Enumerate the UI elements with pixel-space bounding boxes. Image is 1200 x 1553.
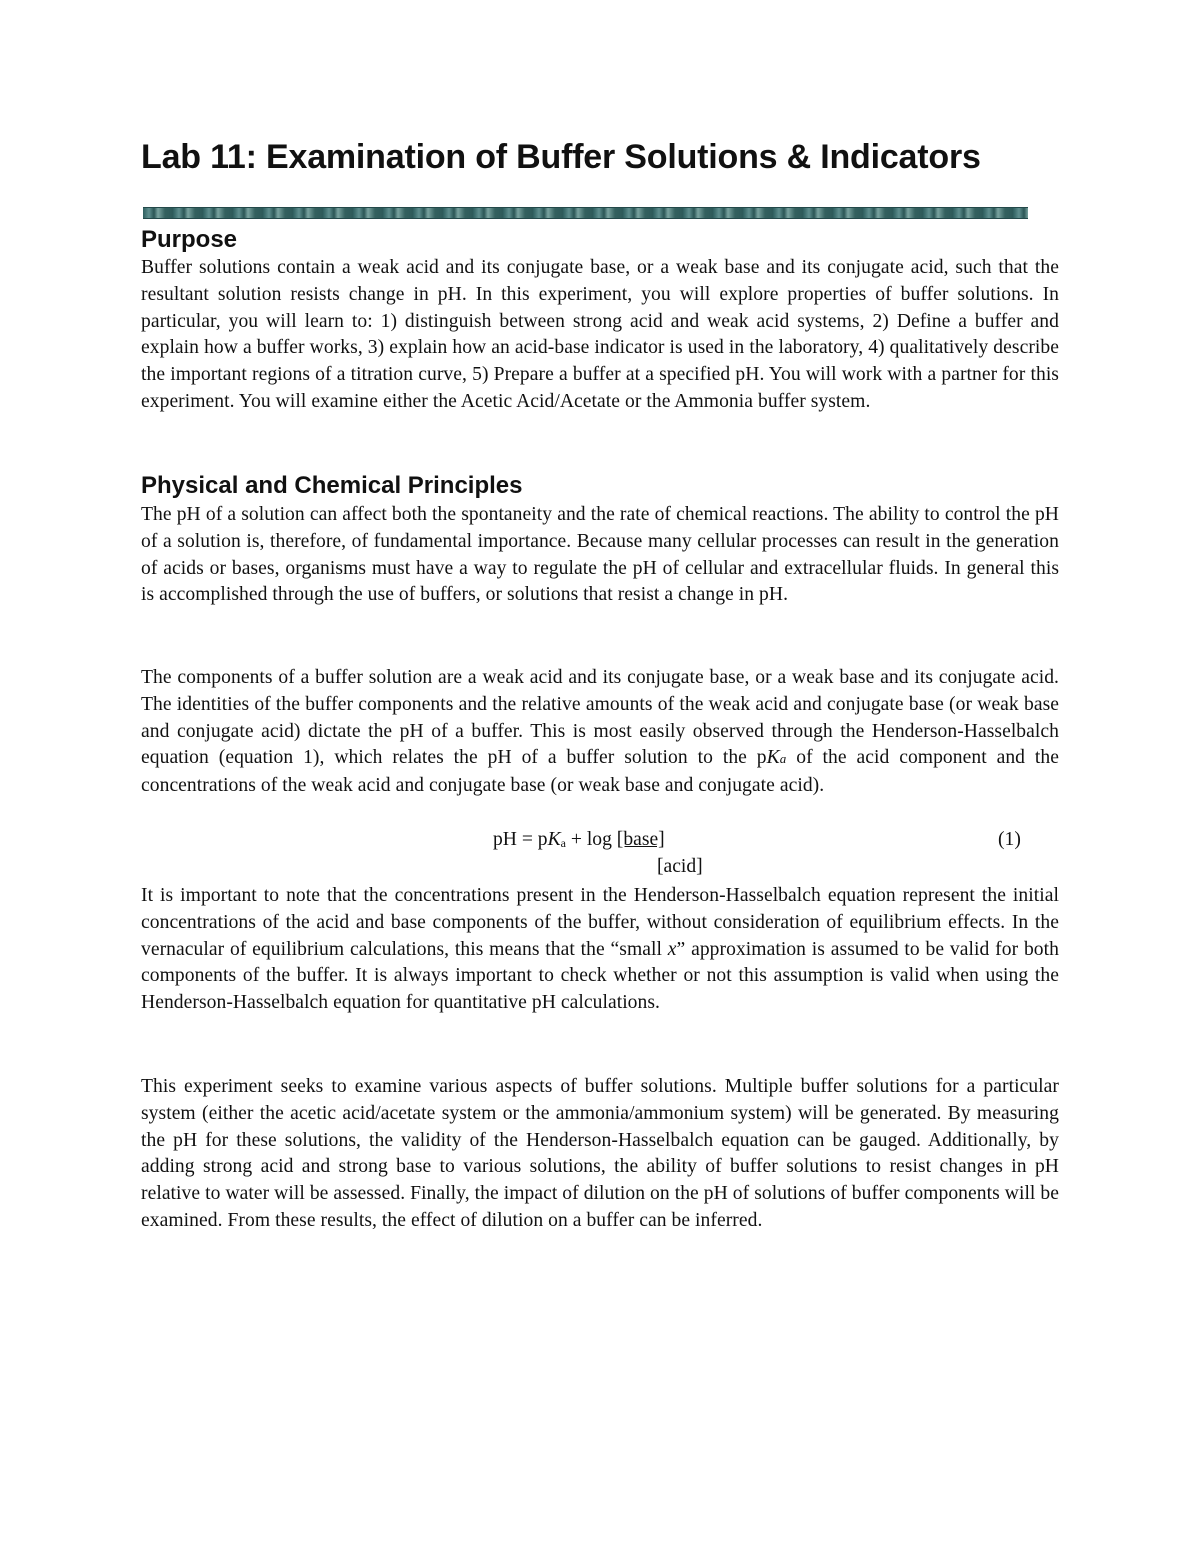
principles-paragraph-2 bbox=[141, 665, 1059, 800]
henderson-hasselbalch-equation bbox=[493, 829, 665, 851]
equation-numerator: [base] bbox=[616, 829, 665, 850]
principles-paragraph-4: This experiment seeks to examine various aspects of buffer solutions. Multiple buffer solutions for a particular system (either the acetic acid/acetate system or the ammonia/ammonium system) will be generated. By measuring the pH for these solutions, the validity of the Henderson-Hasselbalch equation can be gauged. Additionally, by adding strong acid and strong base to various solutions, the ability of buffer solutions to resist changes in pH relative to water will be assessed. Finally, the impact of dilution on the pH of solutions of buffer components will be examined. From these results, the effect of dilution on a buffer can be inferred. bbox=[141, 1076, 1059, 1231]
equation-a-subscript: a bbox=[560, 836, 566, 850]
principles-heading: Physical and Chemical Principles bbox=[141, 472, 523, 499]
p2-ka-sub: a bbox=[779, 751, 787, 767]
equation-lhs: pH = bbox=[493, 829, 538, 850]
equation-k: K bbox=[547, 829, 561, 850]
p2-ka: K bbox=[766, 747, 780, 769]
equation-denominator: [acid] bbox=[657, 856, 703, 877]
page-title: Lab 11: Examination of Buffer Solutions & Indicators bbox=[141, 138, 981, 176]
p3-x: x bbox=[667, 938, 677, 960]
equation-plus-log: + log bbox=[566, 829, 617, 850]
equation-p: p bbox=[537, 829, 548, 850]
purpose-heading: Purpose bbox=[141, 226, 238, 253]
p3-text-b: ” approximation is assumed to be valid for both components of the buffer. It is always important to check whether or not this assumption is valid when using the Henderson-Hasselbalch equation for quantitative pH calculations. bbox=[141, 938, 1059, 1014]
p2-text-a: The components of a buffer solution are a weak acid and its conjugate base, or a weak base and its conjugate acid. The identities of the buffer components and the relative amounts of the weak acid and conjugate base (or weak base and conjugate acid) dictate the pH of a buffer. This is most easily observed through the Henderson-Hasselbalch equation (equation 1), which relates the pH of a buffer solution to the p bbox=[141, 667, 1059, 769]
principles-paragraph-1: The pH of a solution can affect both the spontaneity and the rate of chemical reactions. The ability to control the pH of a solution is, therefore, of fundamental importance. Because many cellular processes can result in the generation of acids or bases, organisms must have a way to regulate the pH of cellular and extracellular fluids. In general this is accomplished through the use of buffers, or solutions that resist a change in pH. bbox=[141, 504, 1059, 606]
p3-text-a: It is important to note that the concentrations present in the Henderson-Hasselbalch equation represent the initial concentrations of the acid and base components of the buffer, without consideration of equilibrium effects. In the vernacular of equilibrium calculations, this means that the “small bbox=[141, 885, 1059, 960]
principles-paragraph-3 bbox=[141, 883, 1059, 1017]
title-divider bbox=[143, 207, 1028, 219]
p2-text-b: of the acid component and the concentrations of the weak acid and conjugate base (or weak base and conjugate acid). bbox=[141, 747, 1059, 797]
equation-number: (1) bbox=[998, 829, 1021, 850]
purpose-paragraph: Buffer solutions contain a weak acid and its conjugate base, or a weak base and its conjugate acid, such that the resultant solution resists change in pH. In this experiment, you will explore properties of buffer solutions. In particular, you will learn to: 1) distinguish between strong acid and weak acid systems, 2) Define a buffer and explain how a buffer works, 3) explain how an acid-base indicator is used in the laboratory, 4) qualitatively describe the important regions of a titration curve, 5) Prepare a buffer at a specified pH. You will work with a partner for this experiment. You will examine either the Acetic Acid/Acetate or the Ammonia buffer system. bbox=[141, 257, 1059, 412]
